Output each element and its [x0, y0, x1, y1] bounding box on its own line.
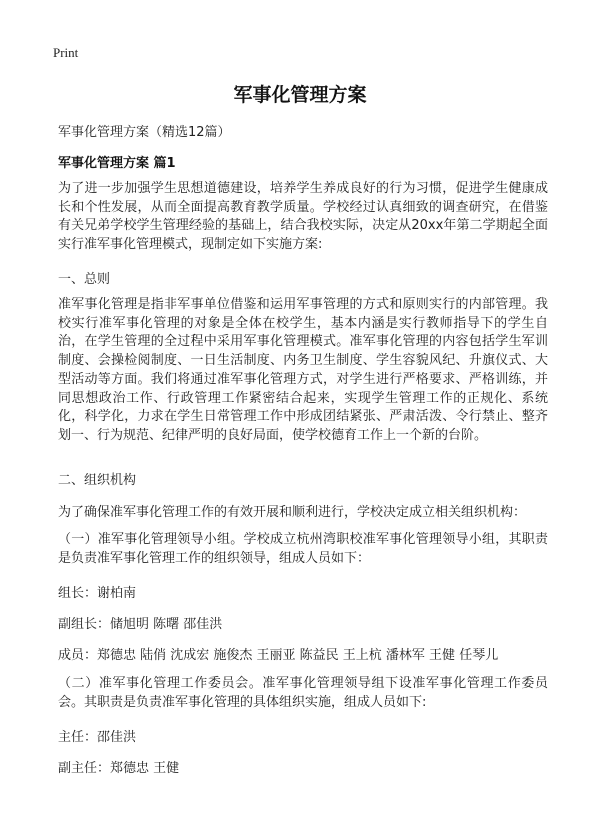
intro-paragraph: 为了进一步加强学生思想道德建设，培养学生养成良好的行为习惯，促进学生健康成长和个性发展，从而全面提高教育教学质量。学校经过认真细致的调查研究，在借鉴有关兄弟学校学生管理经验的基础上，结合我校实际，决定从20xx年第二学期起全面实行准军事化管理模式，现制定如下实施方案:: [58, 181, 548, 253]
print-link[interactable]: Print: [53, 45, 79, 60]
organization-paragraph: 为了确保准军事化管理工作的有效开展和顺利进行，学校决定成立相关组织机构：: [58, 505, 527, 520]
leadership-group-paragraph: （一）准军事化管理领导小组。学校成立杭州湾职校准军事化管理领导小组，其职责是负责准军事化管理工作的组织领导，组成人员如下：: [58, 532, 548, 566]
section-title: 军事化管理方案 篇1: [58, 156, 176, 171]
document-title: 军事化管理方案: [233, 84, 367, 106]
deputy-group-leader: 副组长：储旭明 陈曙 邵佳洪: [58, 617, 223, 632]
committee-paragraph: （二）准军事化管理工作委员会。准军事化管理领导组下设准军事化管理工作委员会。其职责是负责准军事化管理的具体组织实施，组成人员如下:: [58, 676, 548, 710]
heading-general: 一、总则: [58, 272, 111, 287]
heading-organization: 二、组织机构: [58, 473, 137, 488]
group-leader: 组长：谢柏南: [58, 586, 137, 601]
general-paragraph: 准军事化管理是指非军事单位借鉴和运用军事管理的方式和原则实行的内部管理。我校实行准军事化管理的对象是全体在校学生，基本内涵是实行教师指导下的学生自治，在学生管理的全过程中采用军事化管理模式。准军事化管理的内容包括学生军训制度、会操检阅制度、一日生活制度、内务卫生制度、学生容貌风纪、升旗仪式、大型活动等方面。我们将通过准军事化管理方式，对学生进行严格要求、严格训练，并同思想政治工作、行政管理工作紧密结合起来，实现学生管理工作的正规化、系统化，科学化，力求在学生日常管理工作中形成团结紧张、严肃活泼、令行禁止、整齐划一、行为规范、纪律严明的良好局面，使学校德育工作上一个新的台阶。: [58, 297, 548, 443]
document-subtitle: 军事化管理方案（精选12篇）: [58, 125, 231, 140]
group-members: 成员：郑德忠 陆俏 沈成宏 施俊杰 王丽亚 陈益民 王上杭 潘林军 王健 任琴儿: [58, 648, 499, 663]
committee-director: 主任：邵佳洪: [58, 730, 137, 745]
committee-deputy-director: 副主任：郑德忠 王健: [58, 761, 180, 776]
